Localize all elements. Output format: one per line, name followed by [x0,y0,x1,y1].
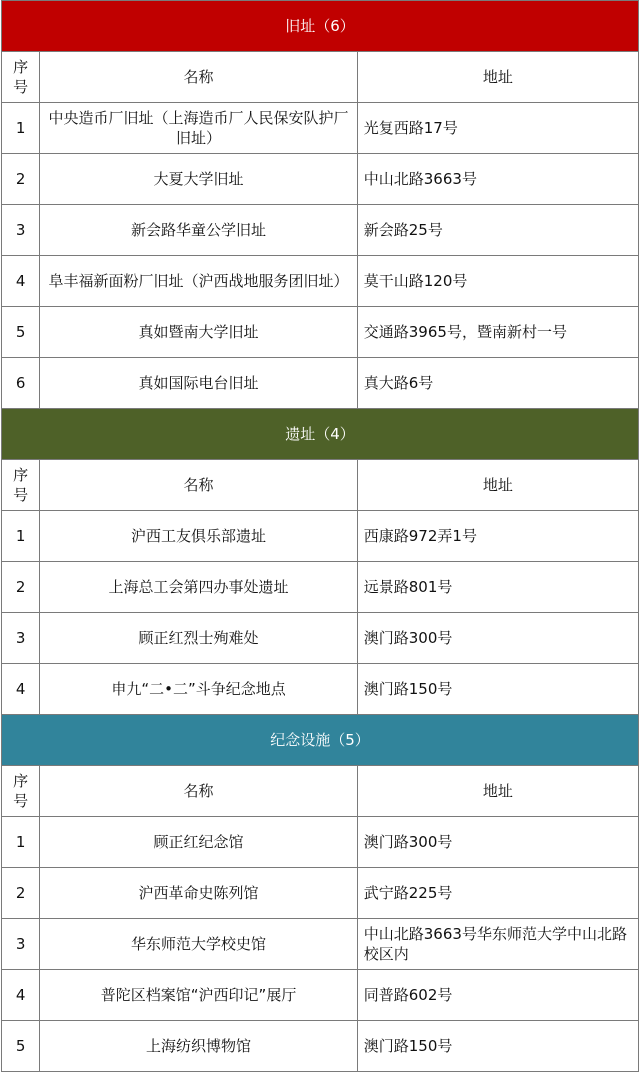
section-header-memorial-facilities [2,715,639,766]
column-header-row [2,52,639,103]
section-title: 遗址（4） [2,409,639,460]
row-name: 新会路华童公学旧址 [40,205,357,256]
row-no: 3 [2,613,40,664]
table-row [2,103,639,154]
row-name: 顾正红烈士殉难处 [40,613,357,664]
row-name: 顾正红纪念馆 [40,817,357,868]
row-no: 5 [2,1021,40,1072]
row-no: 2 [2,154,40,205]
row-no: 3 [2,919,40,970]
col-header-no: 序号 [2,52,40,103]
sites-table-container [1,0,639,1072]
row-no: 5 [2,307,40,358]
table-row [2,868,639,919]
row-address: 中山北路3663号 [357,154,638,205]
row-name: 阜丰福新面粉厂旧址（沪西战地服务团旧址） [40,256,357,307]
row-address: 新会路25号 [357,205,638,256]
section-header-former-sites [2,1,639,52]
table-row [2,919,639,970]
table-row [2,205,639,256]
row-no: 3 [2,205,40,256]
col-header-no: 序号 [2,460,40,511]
table-row [2,1021,639,1072]
row-no: 2 [2,868,40,919]
col-header-address: 地址 [357,460,638,511]
row-address: 真大路6号 [357,358,638,409]
row-address: 西康路972弄1号 [357,511,638,562]
row-name: 真如国际电台旧址 [40,358,357,409]
row-address: 交通路3965号，暨南新村一号 [357,307,638,358]
row-name: 中央造币厂旧址（上海造币厂人民保安队护厂旧址） [40,103,357,154]
sites-table [1,0,639,1072]
col-header-address: 地址 [357,52,638,103]
row-no: 6 [2,358,40,409]
row-name: 大夏大学旧址 [40,154,357,205]
table-row [2,307,639,358]
table-row [2,154,639,205]
row-name: 沪西工友俱乐部遗址 [40,511,357,562]
table-row [2,664,639,715]
table-row [2,511,639,562]
row-address: 远景路801号 [357,562,638,613]
table-row [2,970,639,1021]
col-header-name: 名称 [40,52,357,103]
row-no: 1 [2,103,40,154]
col-header-address: 地址 [357,766,638,817]
row-address: 武宁路225号 [357,868,638,919]
row-address: 澳门路300号 [357,613,638,664]
row-address: 莫干山路120号 [357,256,638,307]
col-header-name: 名称 [40,766,357,817]
row-address: 澳门路300号 [357,817,638,868]
table-row [2,256,639,307]
row-address: 澳门路150号 [357,1021,638,1072]
row-name: 上海总工会第四办事处遗址 [40,562,357,613]
row-no: 4 [2,970,40,1021]
row-name: 申九“二•二”斗争纪念地点 [40,664,357,715]
row-no: 1 [2,817,40,868]
section-header-relic-sites [2,409,639,460]
row-no: 4 [2,664,40,715]
row-address: 澳门路150号 [357,664,638,715]
table-row [2,613,639,664]
column-header-row [2,460,639,511]
section-title: 纪念设施（5） [2,715,639,766]
column-header-row [2,766,639,817]
row-name: 真如暨南大学旧址 [40,307,357,358]
table-row [2,817,639,868]
row-name: 普陀区档案馆“沪西印记”展厅 [40,970,357,1021]
row-no: 1 [2,511,40,562]
row-name: 华东师范大学校史馆 [40,919,357,970]
row-no: 2 [2,562,40,613]
table-row [2,562,639,613]
row-name: 沪西革命史陈列馆 [40,868,357,919]
row-address: 中山北路3663号华东师范大学中山北路校区内 [357,919,638,970]
row-no: 4 [2,256,40,307]
section-title: 旧址（6） [2,1,639,52]
row-address: 光复西路17号 [357,103,638,154]
row-address: 同普路602号 [357,970,638,1021]
row-name: 上海纺织博物馆 [40,1021,357,1072]
table-row [2,358,639,409]
col-header-name: 名称 [40,460,357,511]
col-header-no: 序号 [2,766,40,817]
